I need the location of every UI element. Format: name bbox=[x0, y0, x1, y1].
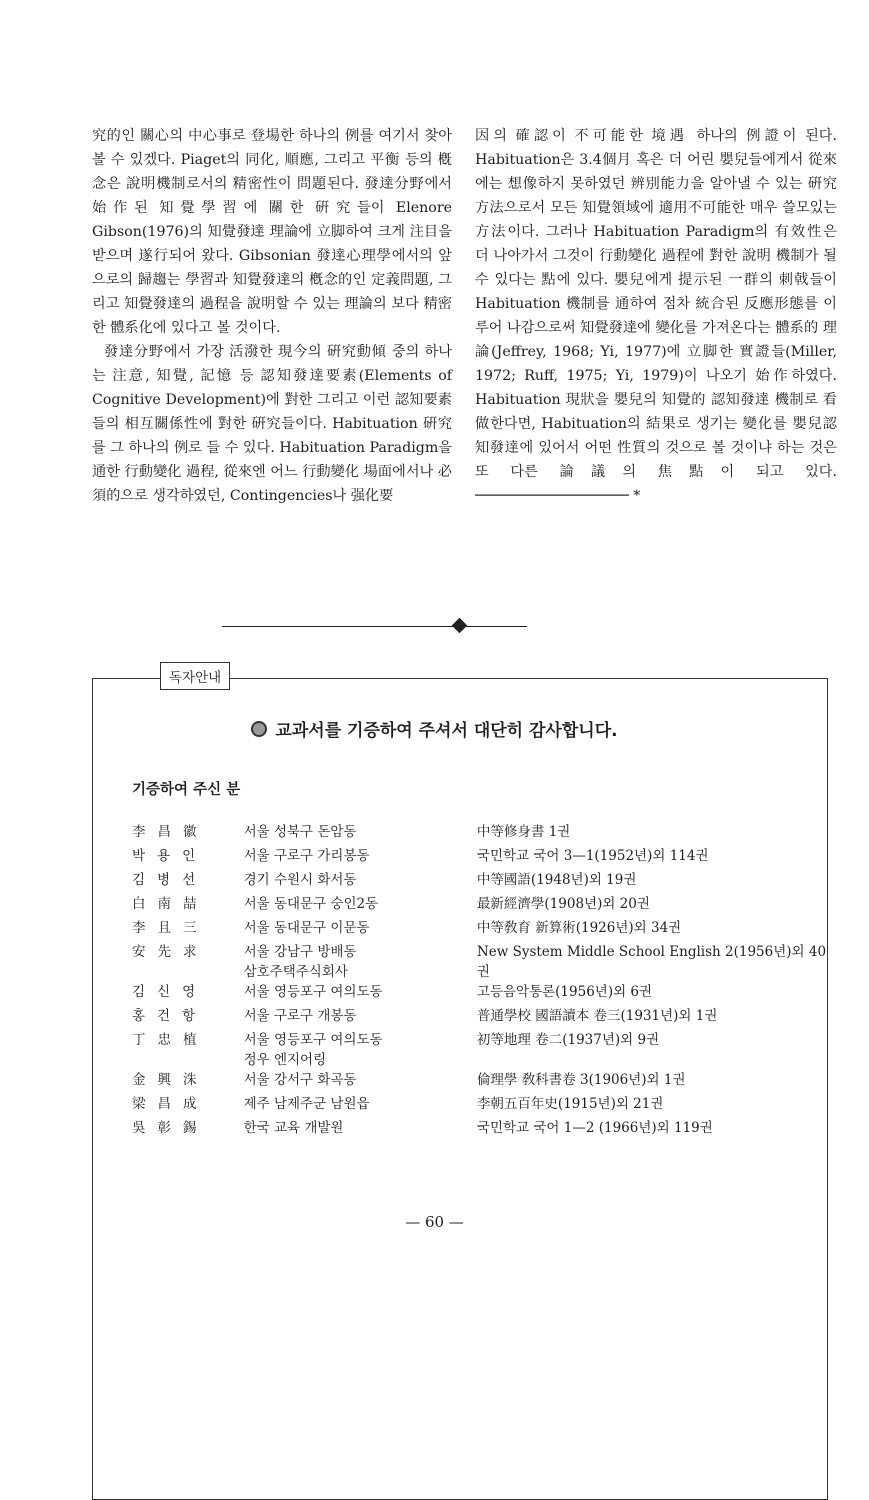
table-row bbox=[132, 940, 832, 980]
donated-book: 初等地理 卷二(1937년)외 9권 bbox=[476, 1032, 660, 1048]
donated-book: New System Middle School English 2(1956년)외 40권 bbox=[476, 944, 827, 980]
donor-name: 홍건항 bbox=[132, 1008, 208, 1024]
table-row bbox=[132, 1028, 832, 1068]
article-paragraph: 究的인 關心의 中心事로 登場한 하나의 例를 여기서 찾아 볼 수 있겠다. Piaget의 同化, 順應, 그리고 平衡 등의 槪念은 說明機制로서의 精密性이 問題된다. 發達分野에서 始作된 知覺學習에 關한 硏究들이 Elenore Gibson(1976)의 知覺發達 理論에 立脚하여 크게 注目을 받으며 遂行되어 왔다. Gibsonian 發達心理學에서의 앞으로의 歸趨는 學習과 知覺發達의 槪念的인 定義問題, 그리고 知覺發達의 過程을 說明할 수 있는 理論의 보다 精密한 體系化에 있다고 볼 것이다. bbox=[92, 128, 452, 336]
table-row bbox=[132, 916, 832, 940]
donor-name: 吳彰錫 bbox=[132, 1120, 209, 1136]
donor-address: 서울 성북구 돈암동 bbox=[243, 824, 357, 840]
donor-name: 安先求 bbox=[132, 944, 209, 960]
table-row bbox=[132, 1068, 832, 1092]
reader-notice-tab: 독자안내 bbox=[160, 662, 230, 690]
table-row bbox=[132, 844, 832, 868]
table-row bbox=[132, 868, 832, 892]
donor-name: 李昌徽 bbox=[132, 824, 209, 840]
donor-name: 박용인 bbox=[132, 848, 208, 864]
donated-book: 국민학교 국어 3—1(1952년)외 114권 bbox=[476, 848, 709, 864]
donor-name: 梁昌成 bbox=[132, 1096, 209, 1112]
bullet-icon bbox=[251, 721, 267, 737]
donor-table bbox=[132, 820, 832, 1140]
donor-address: 서울 동대문구 이문동 bbox=[243, 920, 370, 936]
donated-book: 中等修身書 1권 bbox=[476, 824, 571, 840]
donor-address: 서울 동대문구 숭인2동 bbox=[243, 896, 379, 912]
donor-address: 서울 구로구 개봉동 bbox=[243, 1008, 357, 1024]
donor-address: 경기 수원시 화서동 bbox=[243, 872, 357, 888]
table-row bbox=[132, 820, 832, 844]
donated-book: 李朝五百年史(1915년)외 21권 bbox=[476, 1096, 664, 1112]
donor-name: 丁忠植 bbox=[132, 1032, 209, 1048]
table-row bbox=[132, 980, 832, 1004]
divider-ornament-icon bbox=[452, 618, 468, 634]
donated-book: 국민학교 국어 1—2 (1966년)외 119권 bbox=[476, 1120, 713, 1136]
table-row bbox=[132, 892, 832, 916]
table-row bbox=[132, 1004, 832, 1028]
page-number: — 60 — bbox=[405, 1213, 464, 1231]
donor-address: 제주 남제주군 남원읍 bbox=[243, 1096, 370, 1112]
donor-address: 서울 영등포구 여의도동 정우 엔지어링 bbox=[243, 1032, 383, 1068]
table-row bbox=[132, 1116, 832, 1140]
section-divider bbox=[222, 626, 527, 627]
article-paragraph: 發達分野에서 가장 活潑한 現今의 硏究動傾 중의 하나는 注意, 知覺, 記憶 등 認知發達要素(Elements of Cognitive Development)에 對한 그리고 이런 認知要素들의 相互關係性에 對한 硏究들이다. Habituation 硏究를 그 하나의 例로 들 수 있다. Habituation Paradigm을 通한 行動變化 過程, 從來엔 어느 行動變化 場面에서나 必須的으로 생각하였던, Contingencies나 强化要 bbox=[92, 344, 452, 504]
donor-address: 서울 강서구 화곡동 bbox=[243, 1072, 357, 1088]
donated-book: 最新經濟學(1908년)외 20권 bbox=[476, 896, 650, 912]
donated-book: 倫理學 敎科書卷 3(1906년)외 1권 bbox=[476, 1072, 686, 1088]
donor-address: 한국 교육 개발원 bbox=[243, 1120, 344, 1136]
donor-address: 서울 강남구 방배동 삼호주택주식회사 bbox=[243, 944, 357, 980]
donated-book: 中等國語(1948년)외 19권 bbox=[476, 872, 637, 888]
donated-book: 中等敎育 新算術(1926년)외 34권 bbox=[476, 920, 682, 936]
notice-heading-row bbox=[0, 716, 869, 741]
donor-name: 白南喆 bbox=[132, 896, 209, 912]
donor-address: 서울 구로구 가리봉동 bbox=[243, 848, 370, 864]
article-left-column bbox=[92, 124, 452, 508]
notice-heading: 교과서를 기증하여 주셔서 대단히 감사합니다. bbox=[275, 721, 618, 741]
donor-address: 서울 영등포구 여의도동 bbox=[243, 984, 383, 1000]
article-paragraph: 因의 確認이 不可能한 境遇 하나의 例證이 된다. Habituation은 3.4個月 혹은 더 어린 嬰兒들에게서 從來에는 想像하지 못하였던 辨別能力을 알아낼 수 있는 硏究方法으로서 모든 知覺領域에 適用不可能한 매우 쓸모있는 方法이다. 그러나 Habituation Paradigm의 有效性은 더 나아가서 그것이 行動變化 過程에 對한 說明 機制가 될 수 있다는 點에 있다. 嬰兒에게 提示된 一群의 刺戟들이 Habituation 機制를 通하여 점차 統合된 反應形態를 이루어 나감으로써 知覺發達에 變化를 가져온다는 體系的 理論(Jeffrey, 1968; Yi, 1977)에 立脚한 實證들(Miller, 1972; Ruff, 1975; Yi, 1979)이 나오기 始作하였다. Habituation 現狀을 嬰兒의 知覺的 認知發達 機制로 看做한다면, Habituation의 結果로 생기는 變化를 嬰兒認知發達에 있어서 어떤 性質의 것으로 볼 것이냐 하는 것은 또 다른 論議의 焦點이 되고 있다. ────────────────── * bbox=[475, 128, 837, 504]
donor-name: 李且三 bbox=[132, 920, 209, 936]
donor-name: 김병선 bbox=[132, 872, 208, 888]
donated-book: 고등음악통론(1956년)외 6권 bbox=[476, 984, 653, 1000]
donated-book: 普通學校 國語讀本 卷三(1931년)외 1권 bbox=[476, 1008, 718, 1024]
table-row bbox=[132, 1092, 832, 1116]
donor-name: 金興洙 bbox=[132, 1072, 209, 1088]
donors-title: 기증하여 주신 분 bbox=[132, 782, 241, 798]
donor-name: 김신영 bbox=[132, 984, 208, 1000]
article-right-column bbox=[475, 124, 837, 508]
